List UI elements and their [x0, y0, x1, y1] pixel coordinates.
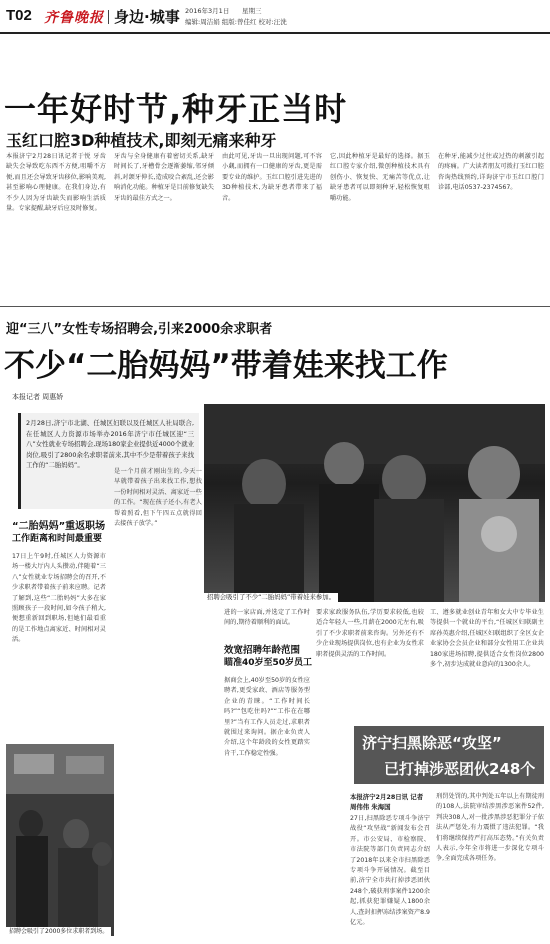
photo-mothers-with-children [204, 404, 545, 602]
ad-column-2: 牙齿与全身健康有着密切关系,缺牙时间长了,牙槽骨会逐渐萎缩,邻牙倾斜,对颌牙伸长,造成咬合紊乱,还会影响消化功能。种植牙是目前修复缺失牙齿的最佳方式之一。 [114, 153, 214, 202]
crime-column-1: 27日,扫黑除恶专项斗争济宁战役“攻坚战”新闻发布会召开。市公安局、市检察院、市法院等部门负责同志介绍了2018年以来全市扫黑除恶专项斗争开展情况。截至目前,济宁全市共打掉涉恶团伙248个,破获刑事案件1200余起,抓获犯罪嫌疑人1800余人,查封扣押冻结涉案资产8.9亿元。 [350, 815, 430, 927]
issue-weekday: 星期三 [242, 7, 262, 15]
header-rule [0, 32, 550, 34]
photo-1-caption: 招聘会吸引了不少“二胎妈妈”带着娃来参加。 [204, 593, 338, 602]
job-column-3b: 据商会上,40岁至50岁的女性应聘者,更受家政、酒店等服务型企业的青睐。“工作时间长吗?”“包吃住吗?”“工作在在哪里?”当有工作人员走过,求职者就围过来询问。据企业负责人介绍,这个年龄段的女性更踏实肯干,工作稳定性强。 [224, 677, 310, 757]
page-number: T02 [6, 7, 32, 24]
job-column-1: 17日上午9时,任城区人力资源市场一楼大厅内人头攒动,伴随着“三八”女性就业专场招聘会的召开,不少求职者带着孩子前来应聘。记者了解到,这些“二胎妈妈”大多在家照顾孩子一段时间,如今孩子稍大,便想重新回到职场,但她们最看重的是工作地点离家近、时间相对灵活。 [12, 553, 106, 644]
job-column-4: 要求家政服务队伍,学历要求较低,也较适合年轻人一些,月薪在2000元左右,吸引了不少求职者前来咨询。另外还有不少企业现场提供岗位,也有企业为女性求职者提供灵活的工作时间。 [316, 609, 424, 658]
ad-column-3: 由此可见,牙齿一旦出现问题,可不容小觑,而拥有一口健康的牙齿,更是需要专业的维护。玉红口腔引进先进的3D种植技术,为缺牙患者带来了福音。 [222, 153, 322, 202]
job-byline: 本报记者 周惠娇 [12, 393, 64, 401]
issue-date: 2016年3月1日 [185, 7, 230, 15]
ad-headline: 一年好时节,种牙正当时 [4, 90, 348, 128]
ad-column-1: 本报济宁2月28日讯记者于悦 牙齿缺失会导致吃东西不方便,咀嚼不方便,而且还会导致牙齿移位,影响美观,甚至影响心理健康。在我们身边,有不少人因为牙齿缺失而影响生活质量。专家提醒,缺牙后应及时修复。 [6, 153, 106, 213]
crime-title-line-2: 已打掉涉恶团伙248个 [384, 760, 536, 778]
ad-column-4: 它,因此种植牙是最好的选择。据玉红口腔专家介绍,微创种植技术具有创伤小、恢复快、无痛苦等优点,让缺牙患者可以即刻种牙,轻松恢复咀嚼功能。 [330, 153, 430, 202]
ad-column-5: 在种牙,能减少过往或过热的刺激引起的疼痛。广大读者朋友可拨打玉红口腔咨询热线预约,详询济宁市玉红口腔门诊部,电话0537-2374567。 [438, 153, 544, 192]
photo-2-art [6, 744, 114, 936]
crime-byline: 本报济宁2月28日讯 记者 周伟伟 朱海国 [350, 793, 424, 812]
photo-1-art [204, 404, 545, 602]
job-column-3: 进的一家店面,并选定了工作时间的,期待着顺利的面试。 [224, 609, 310, 627]
job-subhead-1: “二胎妈妈”重返职场 工作距离和时间最重要 [12, 521, 106, 544]
job-subhead-2: 效宽招聘年龄范围 瞄准40岁至50岁员工 [224, 645, 313, 668]
ad-subhead: 玉红口腔3D种植技术,即刻无痛来种牙 [6, 131, 277, 150]
crime-title-box [354, 726, 544, 784]
photo-job-fair-crowd [6, 744, 114, 936]
job-column-2: 是一个月前才刚出生的,今天一早就带着孩子出来找工作,想找一份时间相对灵活、离家近一些的工作。“现在孩子还小,有老人帮着照看,但下午四五点就得回去接孩子放学。” [114, 468, 202, 528]
job-lead: 2月28日,济宁市北湖、任城区妇联以及任城区人社局联合,在任城区人力资源市场举办2016年济宁市任城区迎“三八”女性就业专场招聘会,现场180家企业提供近4000个就业岗位,吸引了2800余名求职者前来,其中不少是带着孩子来找工作的“二胎妈妈”。 [26, 419, 194, 469]
job-headline: 不少“二胎妈妈”带着娃来找工作 [4, 348, 448, 384]
crime-column-2: 刑罚处罚的,其中判处五年以上有期徒刑的108人,法院审结涉黑涉恶案件52件,判决308人,对一批涉黑涉恶犯罪分子依法从严惩处,有力震慑了违法犯罪。“我们将继续保持严打高压态势。”有关负责人表示,今年全市将进一步深化专项斗争,全面完成各项任务。 [436, 793, 544, 863]
section-rule [0, 306, 550, 307]
page-header [0, 0, 550, 32]
section-title: 身边·城事 [114, 8, 180, 26]
crime-title-line-1: 济宁扫黑除恶“攻坚” [362, 734, 502, 752]
editor-credits: 编辑:周洁娟 组版:曾佳红 校对:汪洗 [185, 18, 287, 26]
header-divider [108, 10, 109, 24]
masthead-logo: 齐鲁晚报 [44, 10, 104, 26]
job-column-5: 工、遵多就业创业青年和女大中专毕业生等提供一个就业的平台,“任城区妇联副主席孙英惠介绍,任城区妇联组织了全区女企业家协会会员企业和部分女性用工企业共180家进场招聘,提供适合女性岗位2800多个,初步达成就业意向的1300余人。 [430, 609, 544, 669]
photo-2-caption: 招聘会吸引了2000多位求职者到场。 [6, 927, 111, 936]
job-kicker: 迎“三八”女性专场招聘会,引来2000余求职者 [6, 322, 273, 337]
